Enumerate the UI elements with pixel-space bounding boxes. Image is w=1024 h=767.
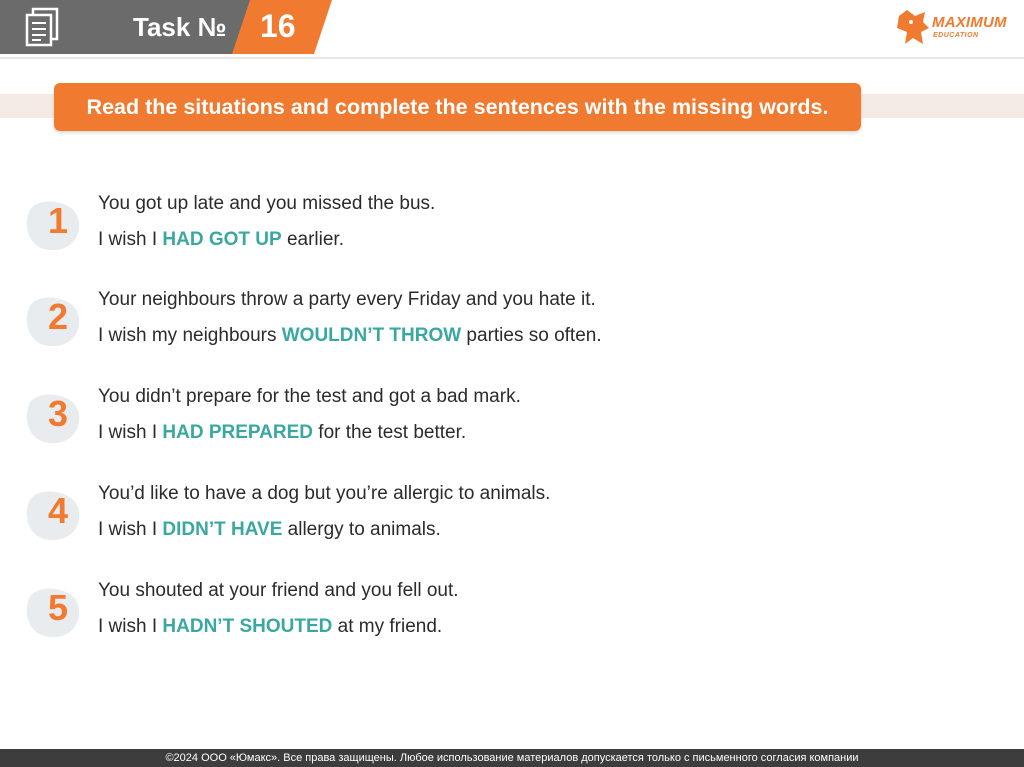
item-number: 5: [47, 587, 69, 628]
sentence-end: at my friend.: [332, 616, 443, 637]
answer-text: WOULDN’T THROW: [281, 325, 462, 346]
task-number: 16: [260, 8, 296, 44]
item-number: 1: [47, 200, 69, 241]
exercise-item: [20, 289, 1000, 369]
sentence-end: earlier.: [281, 229, 344, 250]
document-icon: [24, 7, 62, 47]
sentence-start: I wish my neighbours: [98, 325, 282, 346]
exercise-item: [20, 386, 1000, 466]
exercise-item: [20, 193, 1000, 273]
fox-logo-icon: [895, 8, 931, 48]
answer-text: HADN’T SHOUTED: [162, 616, 333, 637]
instruction-banner: Read the situations and complete the sentences with the missing words.: [54, 83, 861, 131]
item-number: 2: [47, 296, 69, 337]
sentence-end: for the test better.: [313, 422, 467, 443]
sentence-start: I wish I: [98, 616, 163, 637]
wish-sentence: [98, 422, 466, 444]
exercise-item: [20, 483, 1000, 563]
copyright-footer: ©2024 ООО «Юмакс». Все права защищены. Любое использование материалов допускается только с письменного согласия компании: [0, 749, 1024, 767]
item-number: 3: [47, 393, 69, 434]
header-divider: [0, 57, 1024, 59]
sentence-start: I wish I: [98, 229, 163, 250]
answer-text: DIDN’T HAVE: [162, 519, 283, 540]
item-number: 4: [47, 490, 69, 531]
situation-text: You didn’t prepare for the test and got a bad mark.: [98, 386, 521, 407]
header-bar: [0, 0, 1024, 58]
wish-sentence: [98, 229, 344, 251]
logo-subtitle: EDUCATION: [933, 32, 979, 39]
sentence-start: I wish I: [98, 422, 163, 443]
maximum-logo: [895, 8, 1020, 50]
exercise-item: [20, 580, 1000, 660]
sentence-start: I wish I: [98, 519, 163, 540]
answer-text: HAD PREPARED: [162, 422, 314, 443]
situation-text: You’d like to have a dog but you’re allergic to animals.: [98, 483, 551, 504]
wish-sentence: [98, 519, 441, 541]
logo-name: MAXIMUM: [932, 14, 1007, 31]
wish-sentence: [98, 325, 602, 347]
answer-text: HAD GOT UP: [162, 229, 282, 250]
situation-text: You got up late and you missed the bus.: [98, 193, 436, 214]
situation-text: Your neighbours throw a party every Friday and you hate it.: [98, 289, 596, 310]
sentence-end: parties so often.: [461, 325, 602, 346]
situation-text: You shouted at your friend and you fell out.: [98, 580, 459, 601]
sentence-end: allergy to animals.: [282, 519, 441, 540]
task-label: Task №: [133, 12, 227, 42]
wish-sentence: [98, 616, 442, 638]
